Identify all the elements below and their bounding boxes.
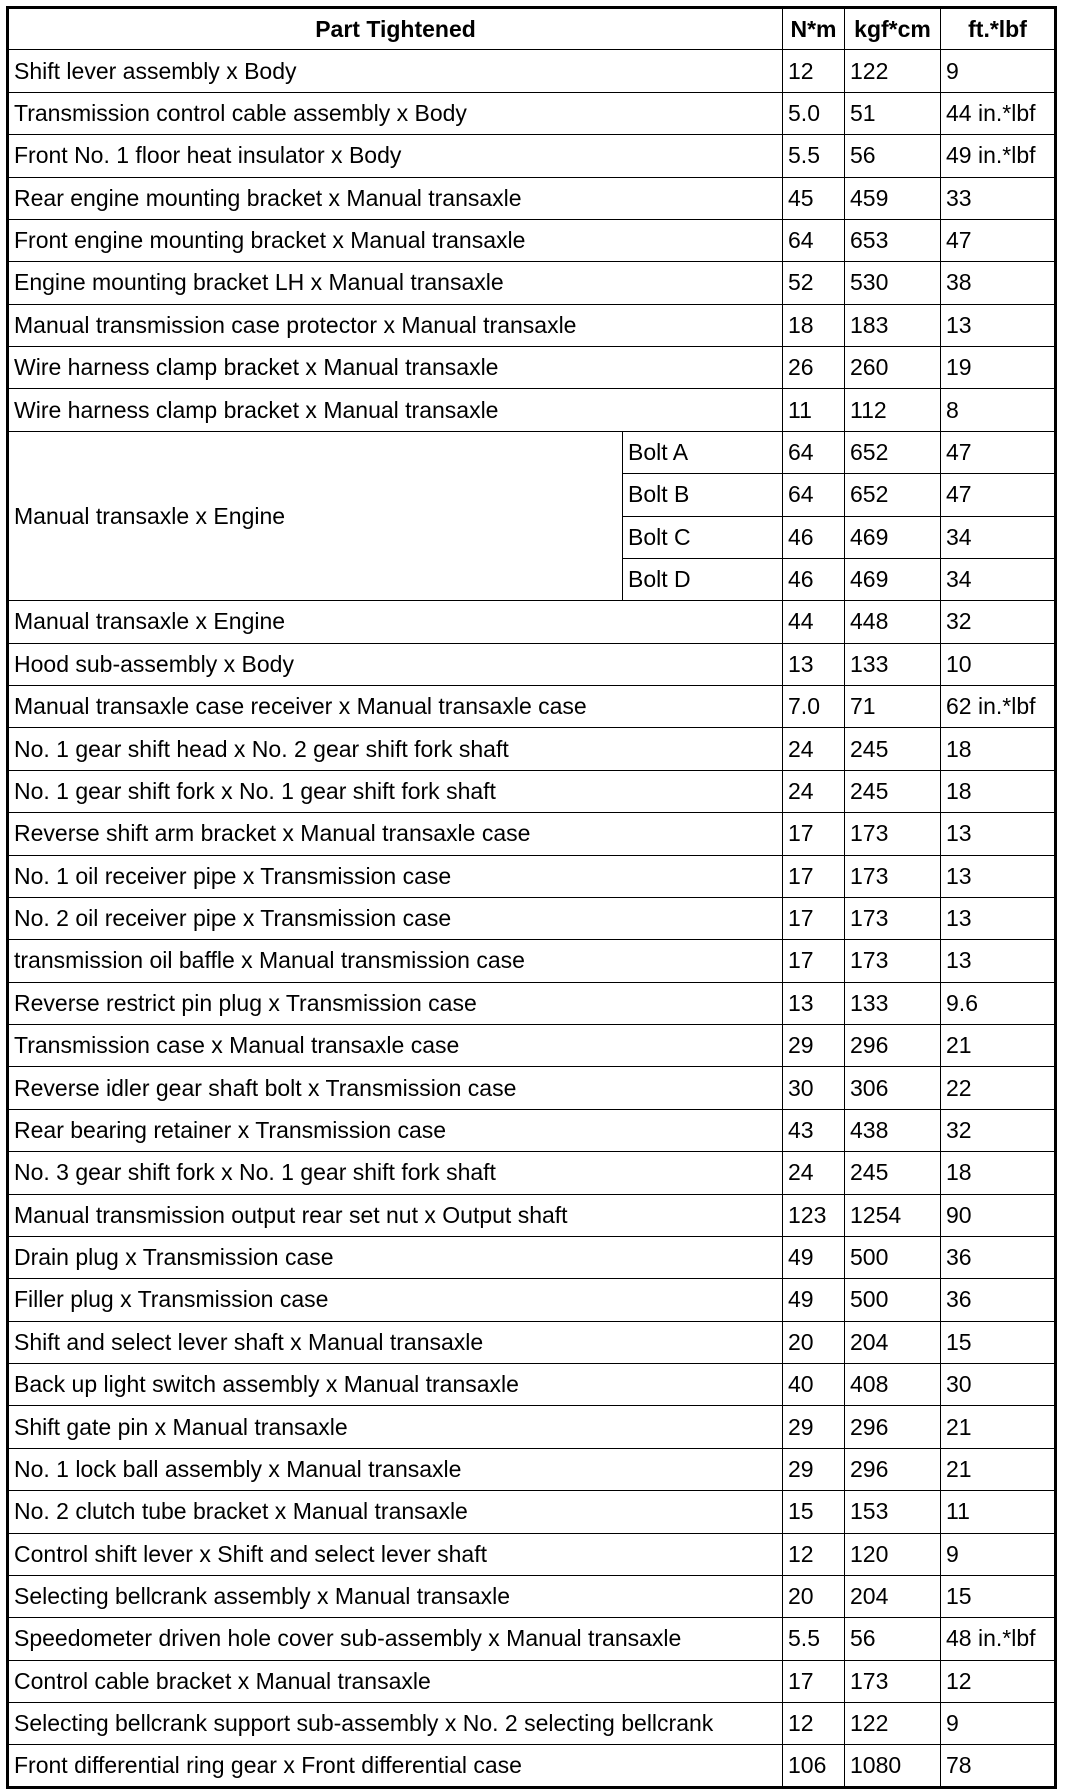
nm-cell: 24 [783,1152,845,1194]
part-cell: Front No. 1 floor heat insulator x Body [8,135,783,177]
ft-lbf-cell: 62 in.*lbf [941,686,1056,728]
header-kgf-cm: kgf*cm [845,8,941,50]
ft-lbf-cell: 34 [941,558,1056,600]
table-row [8,389,1056,431]
table-row [8,1406,1056,1448]
kgf-cm-cell: 173 [845,940,941,982]
nm-cell: 13 [783,643,845,685]
ft-lbf-cell: 12 [941,1660,1056,1702]
part-cell: Manual transaxle x Engine [8,601,783,643]
nm-cell: 49 [783,1279,845,1321]
nm-cell: 26 [783,347,845,389]
nm-cell: 18 [783,304,845,346]
table-row [8,1194,1056,1236]
nm-cell: 11 [783,389,845,431]
ft-lbf-cell: 49 in.*lbf [941,135,1056,177]
table-row [8,1660,1056,1702]
table-row [8,813,1056,855]
part-cell: No. 1 gear shift fork x No. 1 gear shift fork shaft [8,770,783,812]
nm-cell: 7.0 [783,686,845,728]
kgf-cm-cell: 653 [845,219,941,261]
kgf-cm-cell: 56 [845,135,941,177]
kgf-cm-cell: 448 [845,601,941,643]
part-cell: Wire harness clamp bracket x Manual transaxle [8,347,783,389]
ft-lbf-cell: 9 [941,50,1056,92]
ft-lbf-cell: 38 [941,262,1056,304]
nm-cell: 24 [783,770,845,812]
part-cell: Front differential ring gear x Front differential case [8,1745,783,1787]
table-row [8,1448,1056,1490]
part-cell: No. 3 gear shift fork x No. 1 gear shift fork shaft [8,1152,783,1194]
table-body-bolt-group [8,431,1056,601]
part-cell: Speedometer driven hole cover sub-assembly x Manual transaxle [8,1618,783,1660]
table-row [8,1364,1056,1406]
bolt-label-cell: Bolt B [623,474,783,516]
ft-lbf-cell: 44 in.*lbf [941,92,1056,134]
ft-lbf-cell: 8 [941,389,1056,431]
part-cell: Reverse shift arm bracket x Manual transaxle case [8,813,783,855]
kgf-cm-cell: 183 [845,304,941,346]
kgf-cm-cell: 408 [845,1364,941,1406]
kgf-cm-cell: 173 [845,1660,941,1702]
ft-lbf-cell: 36 [941,1236,1056,1278]
part-cell: No. 1 oil receiver pipe x Transmission case [8,855,783,897]
table-row [8,855,1056,897]
nm-cell: 46 [783,558,845,600]
part-cell: transmission oil baffle x Manual transmission case [8,940,783,982]
kgf-cm-cell: 245 [845,728,941,770]
table-row [8,686,1056,728]
ft-lbf-cell: 18 [941,770,1056,812]
kgf-cm-cell: 204 [845,1575,941,1617]
kgf-cm-cell: 133 [845,643,941,685]
ft-lbf-cell: 90 [941,1194,1056,1236]
kgf-cm-cell: 56 [845,1618,941,1660]
part-cell: Transmission control cable assembly x Body [8,92,783,134]
ft-lbf-cell: 30 [941,1364,1056,1406]
kgf-cm-cell: 296 [845,1406,941,1448]
part-cell: Reverse idler gear shaft bolt x Transmission case [8,1067,783,1109]
ft-lbf-cell: 9.6 [941,982,1056,1024]
nm-cell: 106 [783,1745,845,1787]
part-cell: Shift gate pin x Manual transaxle [8,1406,783,1448]
table-row [8,1067,1056,1109]
part-cell: Control cable bracket x Manual transaxle [8,1660,783,1702]
nm-cell: 46 [783,516,845,558]
kgf-cm-cell: 120 [845,1533,941,1575]
table-row [8,1279,1056,1321]
part-cell: No. 2 clutch tube bracket x Manual transaxle [8,1491,783,1533]
table-row [8,770,1056,812]
ft-lbf-cell: 34 [941,516,1056,558]
kgf-cm-cell: 438 [845,1109,941,1151]
nm-cell: 17 [783,940,845,982]
table-row [8,92,1056,134]
part-cell: Manual transmission output rear set nut x Output shaft [8,1194,783,1236]
table-row [8,897,1056,939]
table-row [8,1703,1056,1745]
kgf-cm-cell: 204 [845,1321,941,1363]
nm-cell: 64 [783,474,845,516]
nm-cell: 5.5 [783,135,845,177]
table-row [8,1575,1056,1617]
nm-cell: 12 [783,1703,845,1745]
kgf-cm-cell: 469 [845,516,941,558]
kgf-cm-cell: 112 [845,389,941,431]
part-cell: Manual transaxle case receiver x Manual transaxle case [8,686,783,728]
part-cell: Manual transmission case protector x Manual transaxle [8,304,783,346]
bolt-label-cell: Bolt A [623,431,783,473]
nm-cell: 5.5 [783,1618,845,1660]
ft-lbf-cell: 19 [941,347,1056,389]
part-cell: No. 1 gear shift head x No. 2 gear shift fork shaft [8,728,783,770]
table-row [8,262,1056,304]
part-cell: Reverse restrict pin plug x Transmission case [8,982,783,1024]
torque-specification-table [6,6,1057,1789]
table-row [8,347,1056,389]
kgf-cm-cell: 245 [845,1152,941,1194]
kgf-cm-cell: 153 [845,1491,941,1533]
nm-cell: 49 [783,1236,845,1278]
nm-cell: 24 [783,728,845,770]
part-cell: Back up light switch assembly x Manual transaxle [8,1364,783,1406]
part-cell: Transmission case x Manual transaxle case [8,1025,783,1067]
part-cell: Wire harness clamp bracket x Manual transaxle [8,389,783,431]
nm-cell: 64 [783,219,845,261]
kgf-cm-cell: 500 [845,1236,941,1278]
ft-lbf-cell: 10 [941,643,1056,685]
nm-cell: 12 [783,50,845,92]
ft-lbf-cell: 48 in.*lbf [941,1618,1056,1660]
kgf-cm-cell: 51 [845,92,941,134]
nm-cell: 20 [783,1575,845,1617]
ft-lbf-cell: 13 [941,940,1056,982]
kgf-cm-cell: 652 [845,474,941,516]
table-row [8,431,1056,473]
table-body-before [8,50,1056,431]
table-row [8,1618,1056,1660]
nm-cell: 40 [783,1364,845,1406]
ft-lbf-cell: 9 [941,1703,1056,1745]
nm-cell: 43 [783,1109,845,1151]
table-row [8,1236,1056,1278]
kgf-cm-cell: 71 [845,686,941,728]
table-row [8,728,1056,770]
header-nm: N*m [783,8,845,50]
ft-lbf-cell: 11 [941,1491,1056,1533]
nm-cell: 15 [783,1491,845,1533]
bolt-label-cell: Bolt C [623,516,783,558]
ft-lbf-cell: 78 [941,1745,1056,1787]
table-row [8,601,1056,643]
nm-cell: 17 [783,897,845,939]
table-row [8,643,1056,685]
nm-cell: 17 [783,1660,845,1702]
part-cell: No. 1 lock ball assembly x Manual transaxle [8,1448,783,1490]
part-cell: Control shift lever x Shift and select lever shaft [8,1533,783,1575]
kgf-cm-cell: 133 [845,982,941,1024]
ft-lbf-cell: 13 [941,304,1056,346]
kgf-cm-cell: 500 [845,1279,941,1321]
part-cell: Drain plug x Transmission case [8,1236,783,1278]
part-cell: Front engine mounting bracket x Manual transaxle [8,219,783,261]
kgf-cm-cell: 469 [845,558,941,600]
header-part-tightened: Part Tightened [8,8,783,50]
ft-lbf-cell: 13 [941,897,1056,939]
ft-lbf-cell: 47 [941,219,1056,261]
table-row [8,982,1056,1024]
kgf-cm-cell: 652 [845,431,941,473]
header-row [8,8,1056,50]
ft-lbf-cell: 47 [941,474,1056,516]
part-cell: Engine mounting bracket LH x Manual transaxle [8,262,783,304]
nm-cell: 52 [783,262,845,304]
table-row [8,1533,1056,1575]
nm-cell: 44 [783,601,845,643]
kgf-cm-cell: 1080 [845,1745,941,1787]
kgf-cm-cell: 296 [845,1448,941,1490]
ft-lbf-cell: 9 [941,1533,1056,1575]
part-cell: Selecting bellcrank assembly x Manual transaxle [8,1575,783,1617]
ft-lbf-cell: 21 [941,1406,1056,1448]
table-row [8,1152,1056,1194]
part-cell: Shift and select lever shaft x Manual transaxle [8,1321,783,1363]
nm-cell: 5.0 [783,92,845,134]
kgf-cm-cell: 306 [845,1067,941,1109]
ft-lbf-cell: 18 [941,1152,1056,1194]
nm-cell: 12 [783,1533,845,1575]
nm-cell: 29 [783,1406,845,1448]
ft-lbf-cell: 21 [941,1025,1056,1067]
nm-cell: 30 [783,1067,845,1109]
kgf-cm-cell: 173 [845,855,941,897]
nm-cell: 123 [783,1194,845,1236]
table-row [8,940,1056,982]
ft-lbf-cell: 32 [941,601,1056,643]
group-part-cell: Manual transaxle x Engine [8,431,623,601]
table-body-after [8,601,1056,1788]
table-row [8,304,1056,346]
nm-cell: 20 [783,1321,845,1363]
part-cell: Selecting bellcrank support sub-assembly x No. 2 selecting bellcrank [8,1703,783,1745]
ft-lbf-cell: 15 [941,1575,1056,1617]
kgf-cm-cell: 459 [845,177,941,219]
kgf-cm-cell: 122 [845,50,941,92]
nm-cell: 13 [783,982,845,1024]
table-row [8,135,1056,177]
ft-lbf-cell: 21 [941,1448,1056,1490]
kgf-cm-cell: 122 [845,1703,941,1745]
nm-cell: 64 [783,431,845,473]
ft-lbf-cell: 47 [941,431,1056,473]
kgf-cm-cell: 260 [845,347,941,389]
part-cell: Shift lever assembly x Body [8,50,783,92]
ft-lbf-cell: 32 [941,1109,1056,1151]
kgf-cm-cell: 1254 [845,1194,941,1236]
table-row [8,219,1056,261]
kgf-cm-cell: 173 [845,813,941,855]
ft-lbf-cell: 18 [941,728,1056,770]
part-cell: Rear engine mounting bracket x Manual transaxle [8,177,783,219]
table-row [8,1321,1056,1363]
kgf-cm-cell: 173 [845,897,941,939]
nm-cell: 45 [783,177,845,219]
ft-lbf-cell: 36 [941,1279,1056,1321]
table-row [8,1109,1056,1151]
table-row [8,1491,1056,1533]
table-row [8,50,1056,92]
ft-lbf-cell: 13 [941,813,1056,855]
kgf-cm-cell: 530 [845,262,941,304]
ft-lbf-cell: 33 [941,177,1056,219]
header-ft-lbf: ft.*lbf [941,8,1056,50]
nm-cell: 17 [783,813,845,855]
bolt-label-cell: Bolt D [623,558,783,600]
part-cell: Rear bearing retainer x Transmission case [8,1109,783,1151]
table-row [8,1025,1056,1067]
ft-lbf-cell: 15 [941,1321,1056,1363]
kgf-cm-cell: 245 [845,770,941,812]
kgf-cm-cell: 296 [845,1025,941,1067]
nm-cell: 29 [783,1025,845,1067]
part-cell: Hood sub-assembly x Body [8,643,783,685]
nm-cell: 17 [783,855,845,897]
table-row [8,177,1056,219]
part-cell: No. 2 oil receiver pipe x Transmission case [8,897,783,939]
part-cell: Filler plug x Transmission case [8,1279,783,1321]
ft-lbf-cell: 13 [941,855,1056,897]
table-row [8,1745,1056,1787]
ft-lbf-cell: 22 [941,1067,1056,1109]
nm-cell: 29 [783,1448,845,1490]
